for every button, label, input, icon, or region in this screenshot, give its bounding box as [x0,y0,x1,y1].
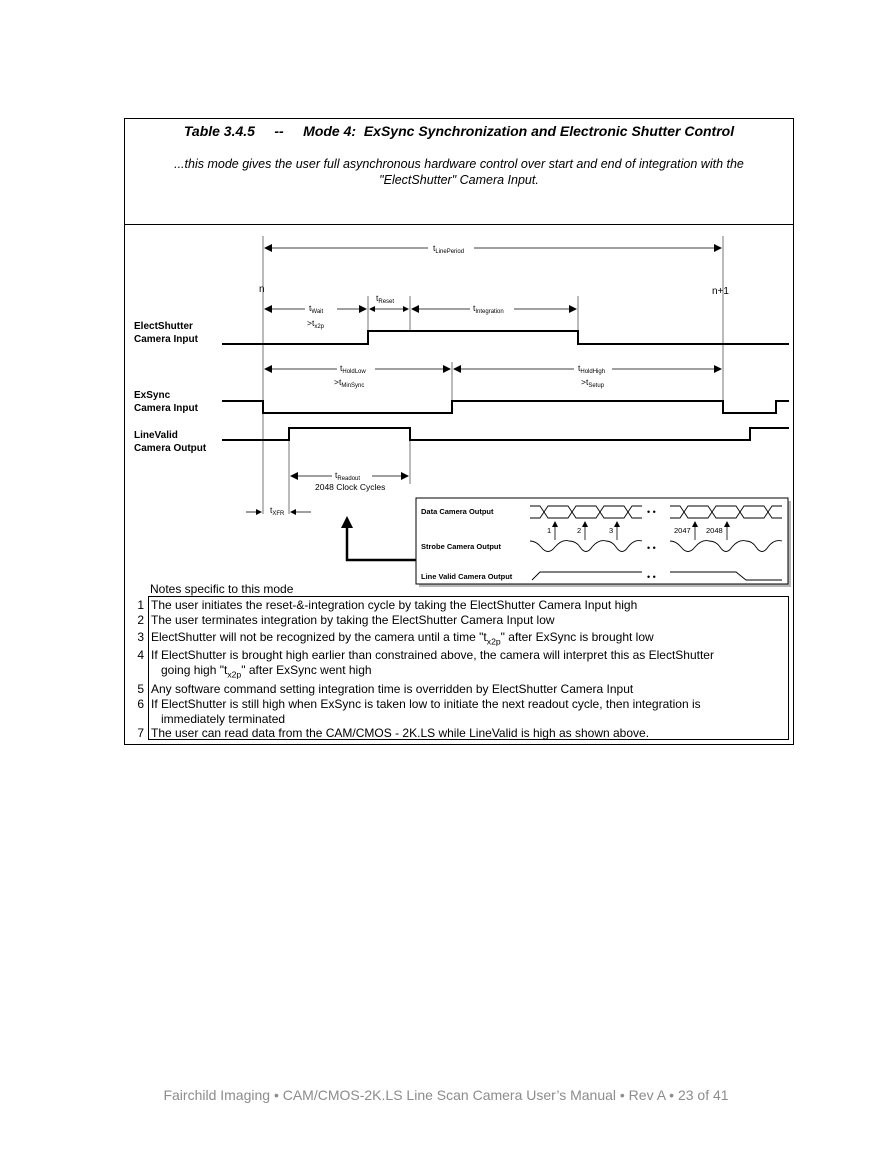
notes-heading: Notes specific to this mode [150,582,294,596]
inset-data-dots: • • [647,507,656,517]
note-number: 4 [137,648,144,662]
hold-high-label: $t_{HoldHigh}$ [578,363,606,375]
exsync-sublabel: Camera Input [134,403,198,414]
reset-label: $t_{Reset}$ [376,293,395,305]
elect-shutter-sublabel: Camera Input [134,334,198,345]
readout-cycles: 2048 Clock Cycles [315,482,386,492]
linevalid-waveform [222,428,789,440]
linevalid-sublabel: Camera Output [134,443,207,454]
hold-low-label: $t_{HoldLow}$ [340,363,366,375]
table-description: ...this mode gives the user full asynchronous hardware control over start and end of integration with the "ElectShutter" Camera Input. [174,157,744,187]
hold-low-condition: $>t_{MinSync}$ [334,377,365,389]
note-text: Any software command setting integration time is overridden by ElectShutter Camera Input [151,682,634,696]
inset-data-label: Data Camera Output [421,507,494,516]
note-text: The user terminates integration by taking the ElectShutter Camera Input low [151,613,555,627]
note-number: 1 [137,598,144,612]
wait-condition: $>t_{x2p}$ [307,318,325,330]
exsync-waveform [222,401,789,413]
cycle-n-label: n [259,284,265,295]
table-title: Table 3.4.5 -- Mode 4: ExSync Synchronization and Electronic Shutter Control [183,123,735,139]
inset-strobe-dots: • • [647,543,656,553]
note-text: If ElectShutter is still high when ExSync is taken low to initiate the next readout cycle, then integration is immediately terminated [151,697,701,726]
cycle-n1-label: n+1 [712,286,729,297]
inset-linevalid-label: Line Valid Camera Output [421,572,513,581]
inset-pixel-3: 3 [609,526,614,535]
readout-label: $t_{Readout}$ [335,470,361,482]
note-text: ElectShutter will not be recognized by the camera until a time "$t_{x2p}$" after ExSync is brought low [151,630,654,647]
inset-pixel-1: 1 [547,526,552,535]
elect-shutter-waveform [222,331,789,344]
inset-strobe-label: Strobe Camera Output [421,542,502,551]
integration-label: $t_{Integration}$ [473,303,504,315]
linevalid-label: LineValid [134,430,178,441]
note-text: If ElectShutter is brought high earlier than constrained above, the camera will interpret this as ElectShutter going high "$t_{x2p}$" after ExSync went high [151,648,714,680]
note-text: The user initiates the reset-&-integration cycle by taking the ElectShutter Camera Input high [151,598,638,612]
inset-linevalid-dots: • • [647,572,656,582]
exsync-label: ExSync [134,390,171,401]
note-number: 6 [137,697,144,711]
hold-high-condition: $>t_{Setup}$ [581,377,605,389]
wait-label: $t_{Wait}$ [309,303,324,315]
line-period-label: $t_{LinePeriod}$ [433,243,465,255]
inset-pixel-2048: 2048 [706,526,723,535]
note-number: 5 [137,682,144,696]
note-number: 3 [137,630,144,644]
note-number: 2 [137,613,144,627]
callout-arrow [347,520,420,560]
note-text: The user can read data from the CAM/CMOS - 2K.LS while LineValid is high as shown above. [151,726,650,740]
inset-pixel-2: 2 [577,526,582,535]
xfr-label: $t_{XFR}$ [270,505,285,517]
page-footer: Fairchild Imaging • CAM/CMOS-2K.LS Line Scan Camera User’s Manual • Rev A • 23 of 41 [163,1087,729,1103]
inset-pixel-2047: 2047 [674,526,691,535]
note-number: 7 [137,726,144,740]
elect-shutter-label: ElectShutter [134,321,193,332]
